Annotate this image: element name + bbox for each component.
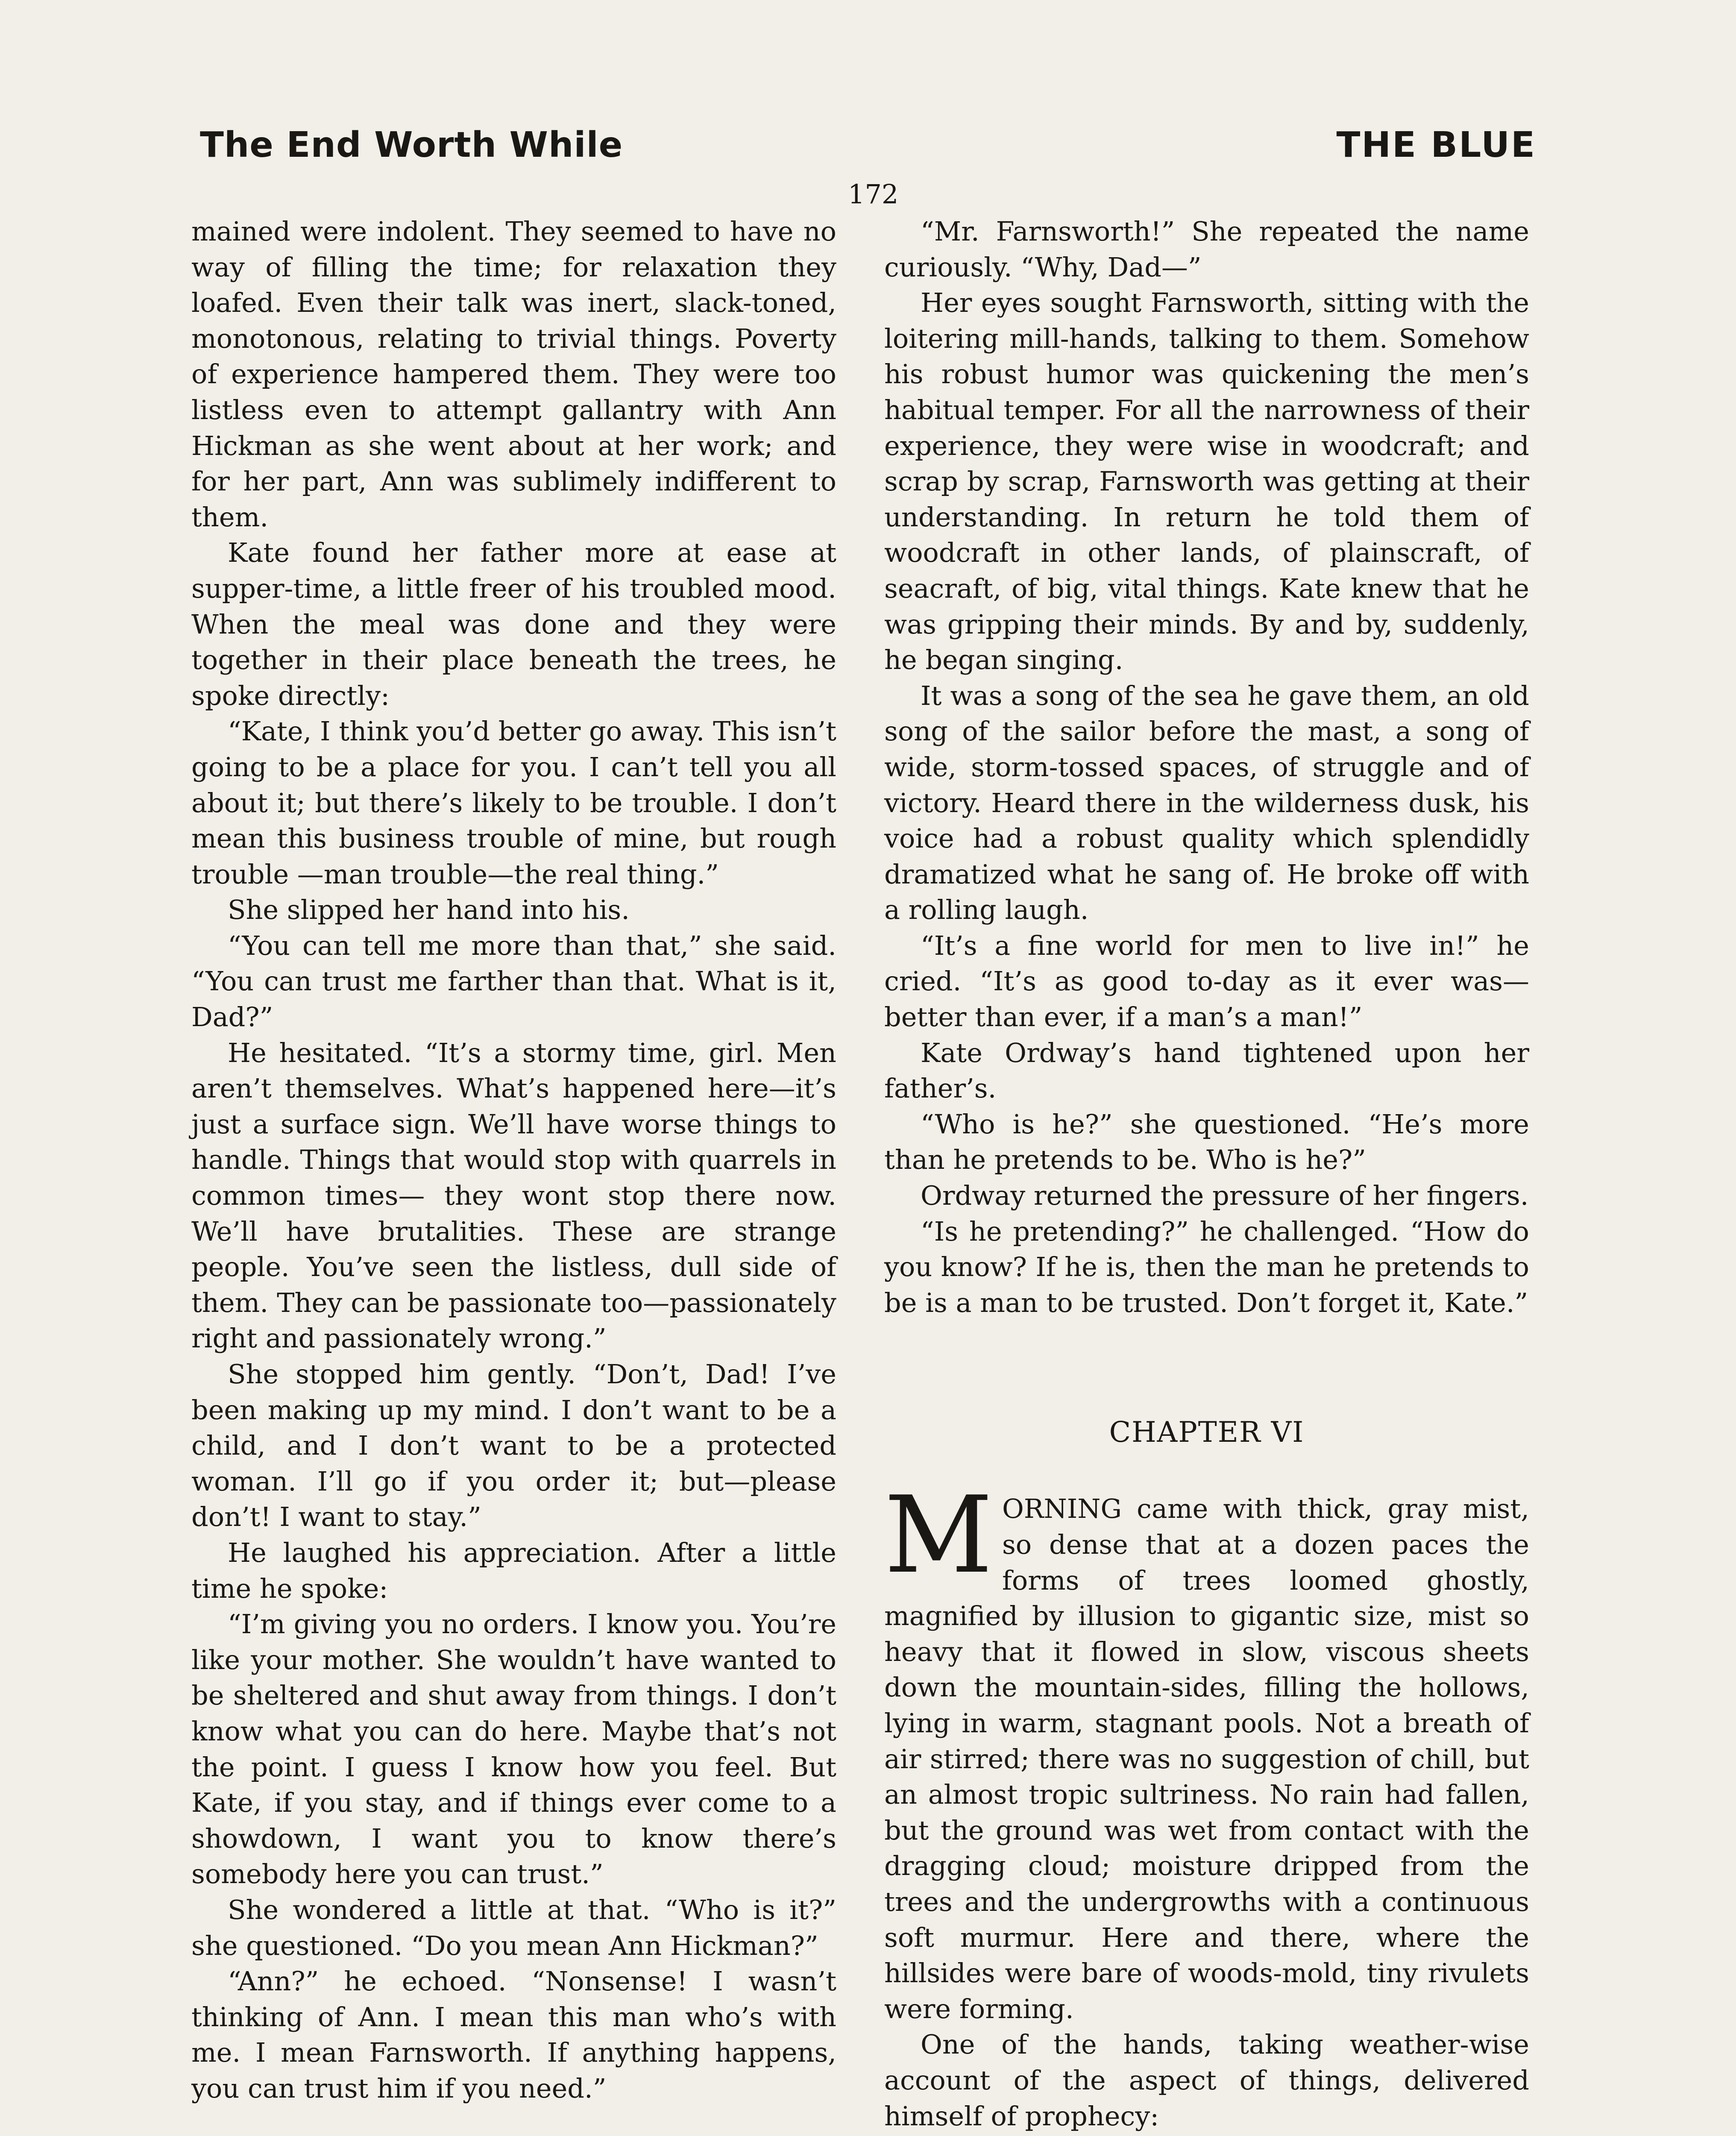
paragraph: “You can tell me more than that,” she said. “You can trust me farther than that. What is it, Dad?” [191, 930, 836, 1033]
paragraph: She wondered a little at that. “Who is it?” she questioned. “Do you mean Ann Hickman?” [191, 1894, 836, 1961]
paragraph: “Mr. Farnsworth!” She repeated the name curiously. “Why, Dad—” [884, 216, 1529, 283]
right-column [884, 214, 1529, 2134]
paragraph: She stopped him gently. “Don’t, Dad! I’ve been making up my mind. I don’t want to be a child, and I don’t want to be a protected woman. I’ll go if you order it; but—please don’t! I want to stay.” [191, 1358, 836, 1533]
opening-text: ORNING came with thick, gray mist, so dense that at a dozen paces the forms of trees loomed ghostly, magnified by illusion to gigantic size, mist so heavy that it flowed in slow, viscous sheets down the mountain-sides, filling the hollows, lying in warm, stagnant pools. Not a breath of air stirred; there was no suggestion of chill, but an almost tropic sultriness. No rain had fallen, but the ground was wet from contact with the dragging cloud; moisture dripped from the trees and the undergrowths with a continuous soft murmur. Here and there, where the hillsides were bare of woods-mold, tiny rivulets were forming. [884, 1493, 1529, 2025]
paragraph: She slipped her hand into his. [228, 894, 630, 926]
paragraph: Ordway returned the pressure of her fingers. [921, 1180, 1529, 1212]
paragraph: “Who is he?” she questioned. “He’s more than he pretends to be. Who is he?” [884, 1108, 1529, 1176]
paragraph: “Is he pretending?” he challenged. “How do you know? If he is, then the man he pretends to be is a man to be trusted. Don’t forget it, Kate.” [884, 1215, 1529, 1318]
paragraph: One of the hands, taking weather-wise account of the aspect of things, delivered himself of prophecy: [884, 2029, 1529, 2132]
story-title: The End Worth While [200, 125, 623, 165]
chapter-opening-paragraph [884, 1474, 1529, 2027]
paragraph: He hesitated. “It’s a stormy time, girl. Men aren’t themselves. What’s happened here—it’s just a surface sign. We’ll have worse things to handle. Things that would stop with quarrels in common times— they wont stop there now. We’ll have brutalities. These are strange people. You’ve seen the listless, dull side of them. They can be passionate too—passionately right and passionately wrong.” [191, 1037, 836, 1354]
magazine-name: THE BLUE [1336, 125, 1536, 165]
paragraph: “Kate, I think you’d better go away. This isn’t going to be a place for you. I can’t tell you all about it; but there’s likely to be trouble. I don’t mean this business trouble of mine, but rough trouble —man trouble—the real thing.” [191, 716, 836, 890]
chapter-heading: CHAPTER VI [1109, 1416, 1305, 1449]
left-column [191, 214, 836, 2106]
paragraph: “Ann?” he echoed. “Nonsense! I wasn’t thinking of Ann. I mean this man who’s with me. I mean Farnsworth. If anything happens, you can trust him if you need.” [191, 1966, 836, 2104]
paragraph: Her eyes sought Farnsworth, sitting with the loitering mill-hands, talking to them. Somehow his robust humor was quickening the men’s habitual temper. For all the narrowness of their experience, they were wise in woodcraft; and scrap by scrap, Farnsworth was getting at their understanding. In return he told them of woodcraft in other lands, of plainscraft, of seacraft, of big, vital things. Kate knew that he was gripping their minds. By and by, suddenly, he began singing. [884, 287, 1529, 676]
paragraph: Kate found her father more at ease at supper-time, a little freer of his troubled mood. When the meal was done and they were together in their place beneath the trees, he spoke directly: [191, 537, 836, 711]
paragraph: Kate Ordway’s hand tightened upon her father’s. [884, 1037, 1529, 1104]
paragraph: “It’s a fine world for men to live in!” he cried. “It’s as good to-day as it ever was—better than ever, if a man’s a man!” [884, 930, 1529, 1033]
paragraph: It was a song of the sea he gave them, an old song of the sailor before the mast, a song of wide, storm-tossed spaces, of struggle and of victory. Heard there in the wilderness dusk, his voice had a robust quality which splendidly dramatized what he sang of. He broke off with a rolling laugh. [884, 680, 1529, 926]
drop-cap: M [884, 1474, 993, 1597]
paragraph: “I’m giving you no orders. I know you. You’re like your mother. She wouldn’t have wanted to be sheltered and shut away from things. I don’t know what you can do here. Maybe that’s not the point. I guess I know how you feel. But Kate, if you stay, and if things ever come to a showdown, I want you to know there’s somebody here you can trust.” [191, 1608, 836, 1890]
page-number: 172 [848, 179, 899, 210]
paragraph: mained were indolent. They seemed to have no way of filling the time; for relaxation they loafed. Even their talk was inert, slack-toned, monotonous, relating to trivial things. Poverty of experience hampered them. They were too listless even to attempt gallantry with Ann Hickman as she went about at her work; and for her part, Ann was sublimely indifferent to them. [191, 216, 836, 533]
paragraph: He laughed his appreciation. After a little time he spoke: [191, 1537, 836, 1604]
